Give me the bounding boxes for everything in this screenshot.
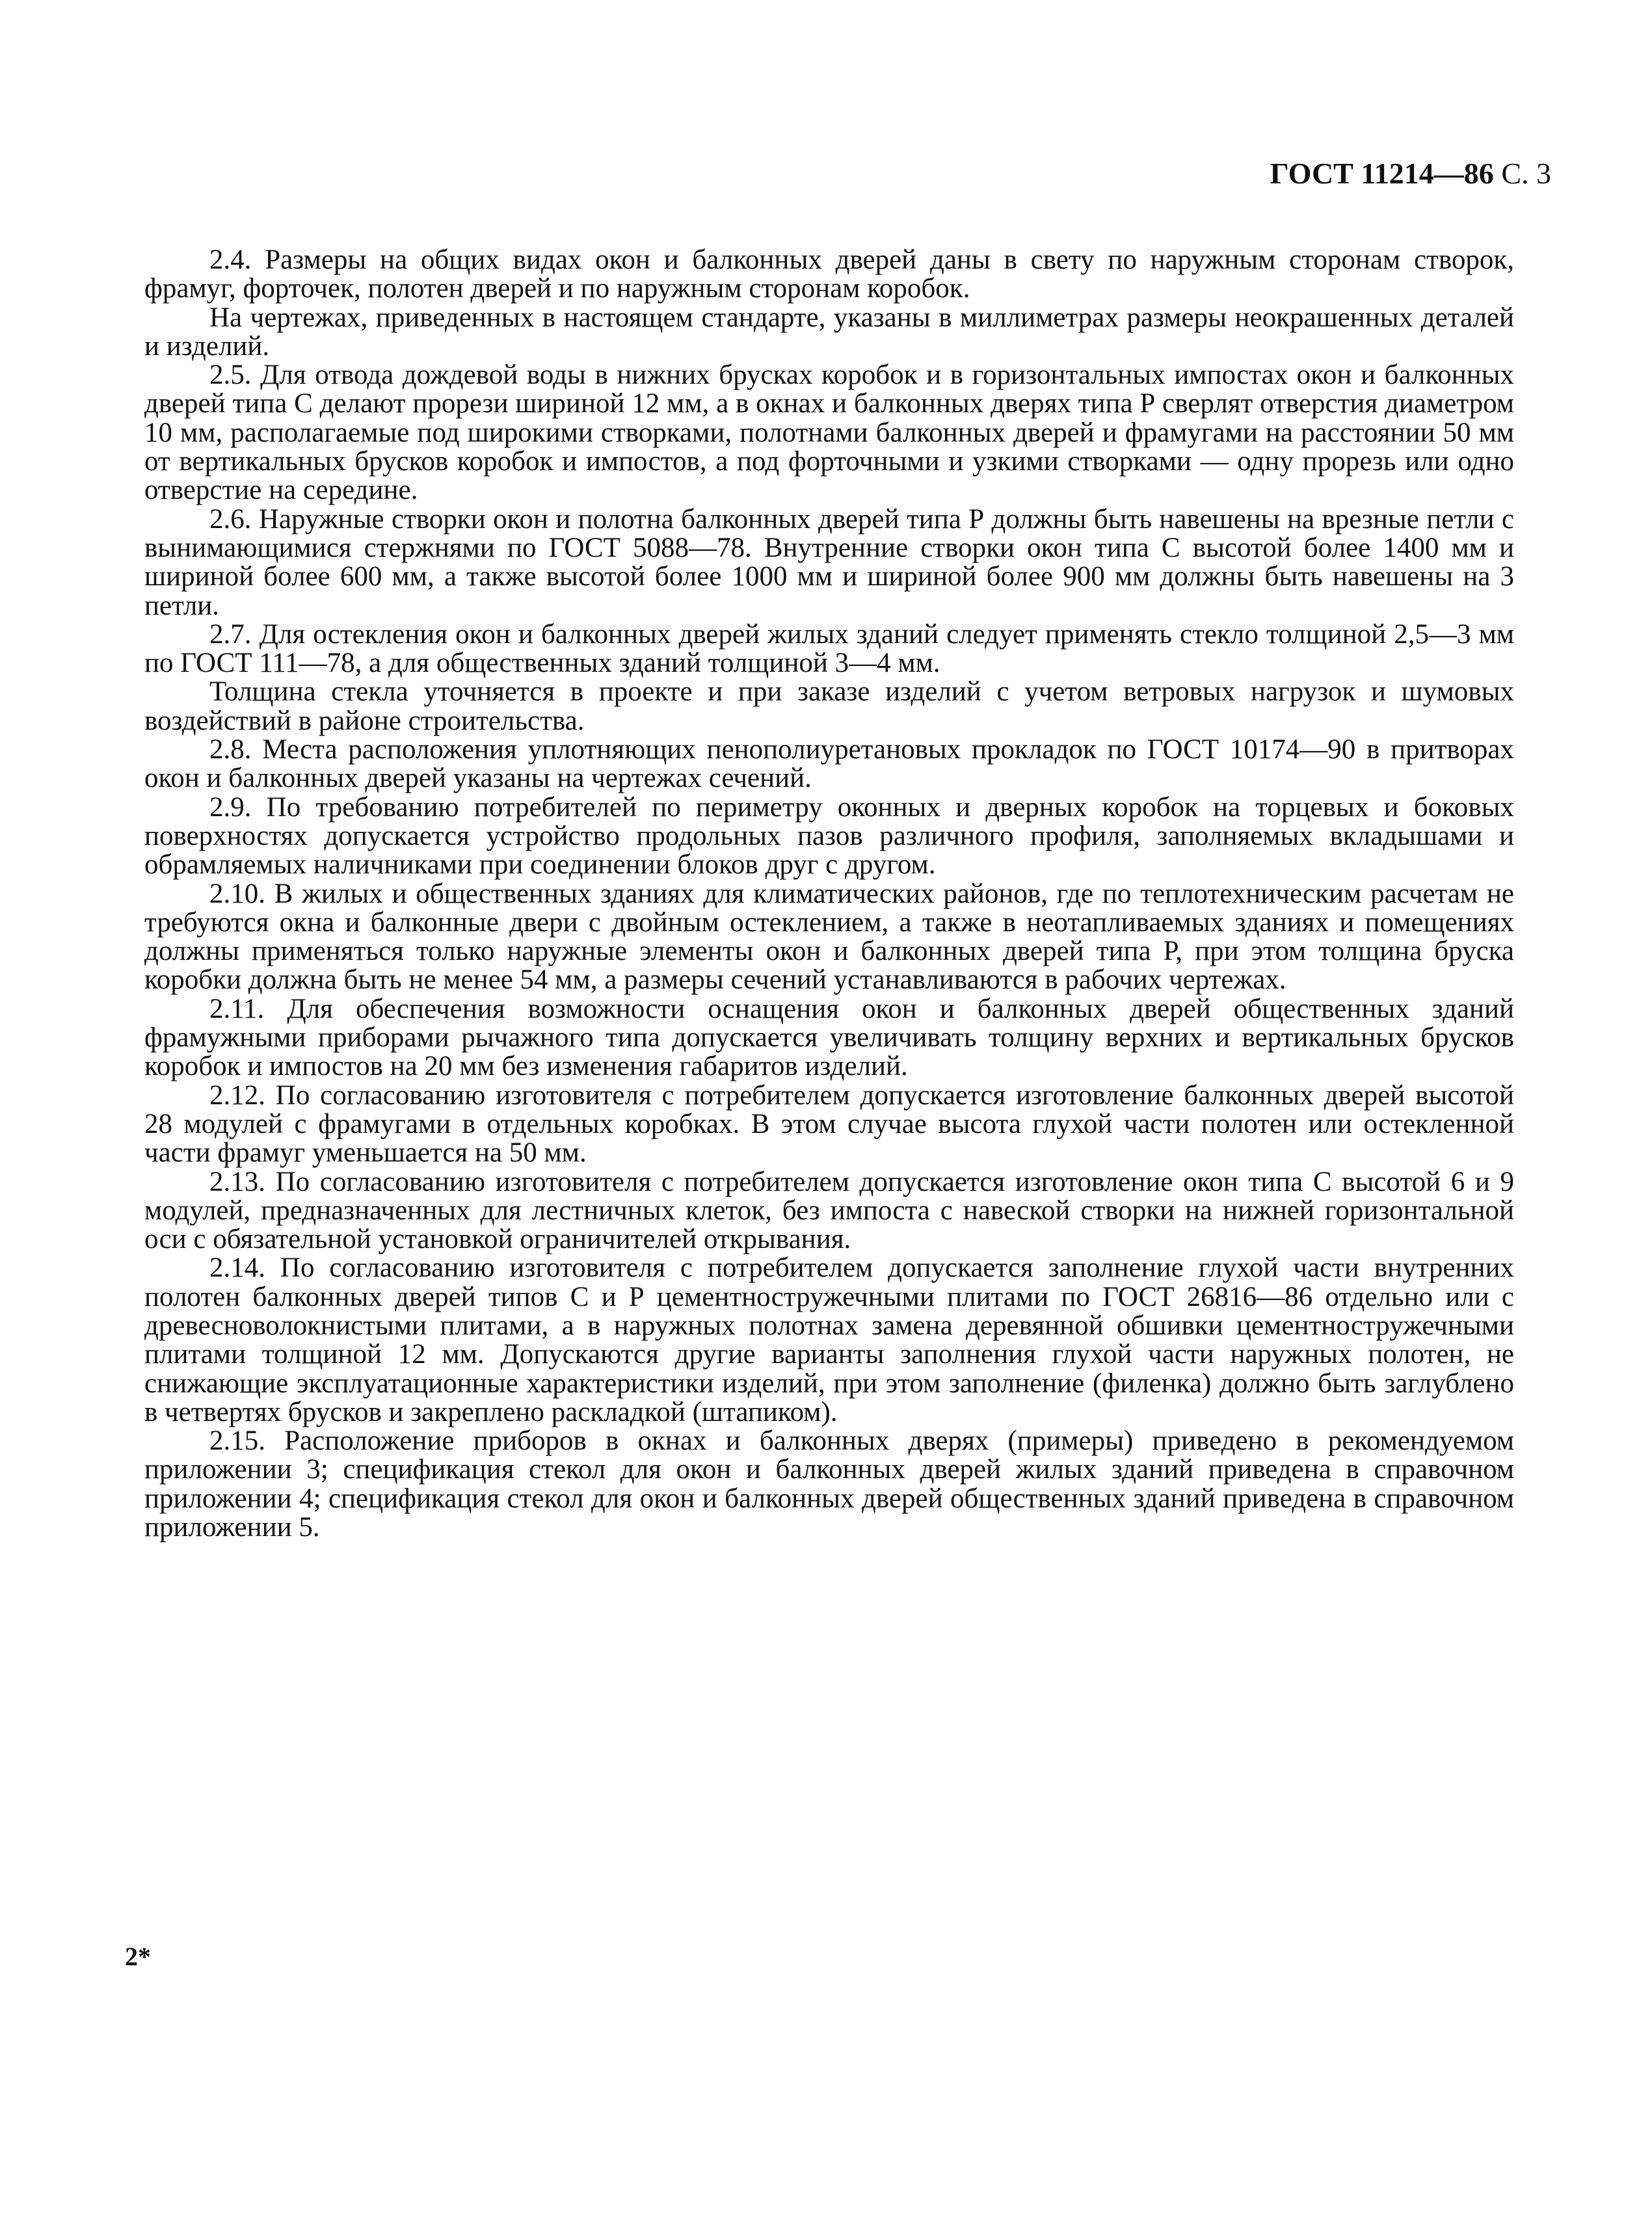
page-header — [1270, 156, 1551, 191]
paragraph-2-8: 2.8. Места расположения уплотняющих пенополиуретановых прокладок по ГОСТ 10174—90 в притворах окон и балконных дверей указаны на чертежах сечений. — [144, 734, 1514, 794]
paragraph-2-7: 2.7. Для остекления окон и балконных дверей жилых зданий следует применять стекло толщиной 2,5—3 мм по ГОСТ 111—78, а для общественных зданий толщиной 3—4 мм. — [144, 618, 1514, 679]
paragraph-2-9: 2.9. По требованию потребителей по периметру оконных и дверных коробок на торцевых и боковых поверхностях допускается устройство продольных пазов различного профиля, заполняемых вкладышами и обрамляемых наличниками при соединении блоков друг с другом. — [144, 791, 1514, 881]
paragraph-2-13: 2.13. По согласованию изготовителя с потребителем допускается изготовление окон типа С высотой 6 и 9 модулей, предназначенных для лестничных клеток, без импоста с навеской створки на нижней горизонтальной оси с обязательной установкой ограничителей открывания. — [144, 1166, 1514, 1255]
paragraph-2-12: 2.12. По согласованию изготовителя с потребителем допускается изготовление балконных дверей высотой 28 модулей с фрамугами в отдельных коробках. В этом случае высота глухой части полотен или остекленной части фрамуг уменьшается на 50 мм. — [144, 1080, 1514, 1169]
paragraph-2-5: 2.5. Для отвода дождевой воды в нижних брусках коробок и в горизонтальных импостах окон и балконных дверей типа С делают прорези шириной 12 мм, а в окнах и балконных дверях типа Р сверлят отверстия диаметром 10 мм, располагаемые под широкими створками, полотнами балконных дверей и фрамугами на расстоянии 50 мм от вертикальных брусков коробок и импостов, а под форточными и узкими створками — одну прорезь или одно отверстие на середине. — [144, 360, 1514, 506]
paragraph-2-14: 2.14. По согласованию изготовителя с потребителем допускается заполнение глухой части внутренних полотен балконных дверей типов С и Р цементностружечными плитами по ГОСТ 26816—86 отдельно или с древесноволокнистыми плитами, а в наружных полотнах замена деревянной обшивки цементностружечными плитами толщиной 12 мм. Допускаются другие варианты заполнения глухой части наружных полотен, не снижающие эксплуатационные характеристики изделий, при этом заполнение (филенка) должно быть заглублено в четвертях брусков и закреплено раскладкой (штапиком). — [144, 1253, 1514, 1427]
paragraph-2-6: 2.6. Наружные створки окон и полотна балконных дверей типа Р должны быть навешены на врезные петли с вынимающимися стержнями по ГОСТ 5088—78. Внутренние створки окон типа С высотой более 1400 мм и шириной более 600 мм, а также высотой более 1000 мм и шириной более 900 мм должны быть навешены на 3 петли. — [144, 503, 1514, 621]
paragraph-2-4-note: На чертежах, приведенных в настоящем стандарте, указаны в миллиметрах размеры неокрашенных деталей и изделий. — [144, 302, 1514, 362]
paragraph-2-11: 2.11. Для обеспечения возможности оснащения окон и балконных дверей общественных зданий фрамужными приборами рычажного типа допускается увеличивать толщину верхних и вертикальных брусков коробок и импостов на 20 мм без изменения габаритов изделий. — [144, 993, 1514, 1082]
page-number: С. 3 — [1501, 157, 1551, 190]
signature-mark: 2* — [125, 1942, 151, 1971]
paragraph-2-7-note: Толщина стекла уточняется в проекте и при заказе изделий с учетом ветровых нагрузок и шумовых воздействий в районе строительства. — [144, 676, 1514, 736]
standard-number: ГОСТ 11214—86 — [1270, 157, 1494, 190]
document-body — [144, 246, 1514, 1542]
paragraph-2-4: 2.4. Размеры на общих видах окон и балконных дверей даны в свету по наружным сторонам створок, фрамуг, форточек, полотен дверей и по наружным сторонам коробок. — [144, 245, 1514, 304]
paragraph-2-10: 2.10. В жилых и общественных зданиях для климатических районов, где по теплотехническим расчетам не требуются окна и балконные двери с двойным остеклением, а также в неотапливаемых зданиях и помещениях должны применяться только наружные элементы окон и балконных дверей типа Р, при этом толщина бруска коробки должна быть не менее 54 мм, а размеры сечений устанавливаются в рабочих чертежах. — [144, 878, 1514, 996]
paragraph-2-15: 2.15. Расположение приборов в окнах и балконных дверях (примеры) приведено в рекомендуемом приложении 3; спецификация стекол для окон и балконных дверей жилых зданий приведена в справочном приложении 4; спецификация стекол для окон и балконных дверей общественных зданий приведена в справочном приложении 5. — [144, 1426, 1514, 1543]
